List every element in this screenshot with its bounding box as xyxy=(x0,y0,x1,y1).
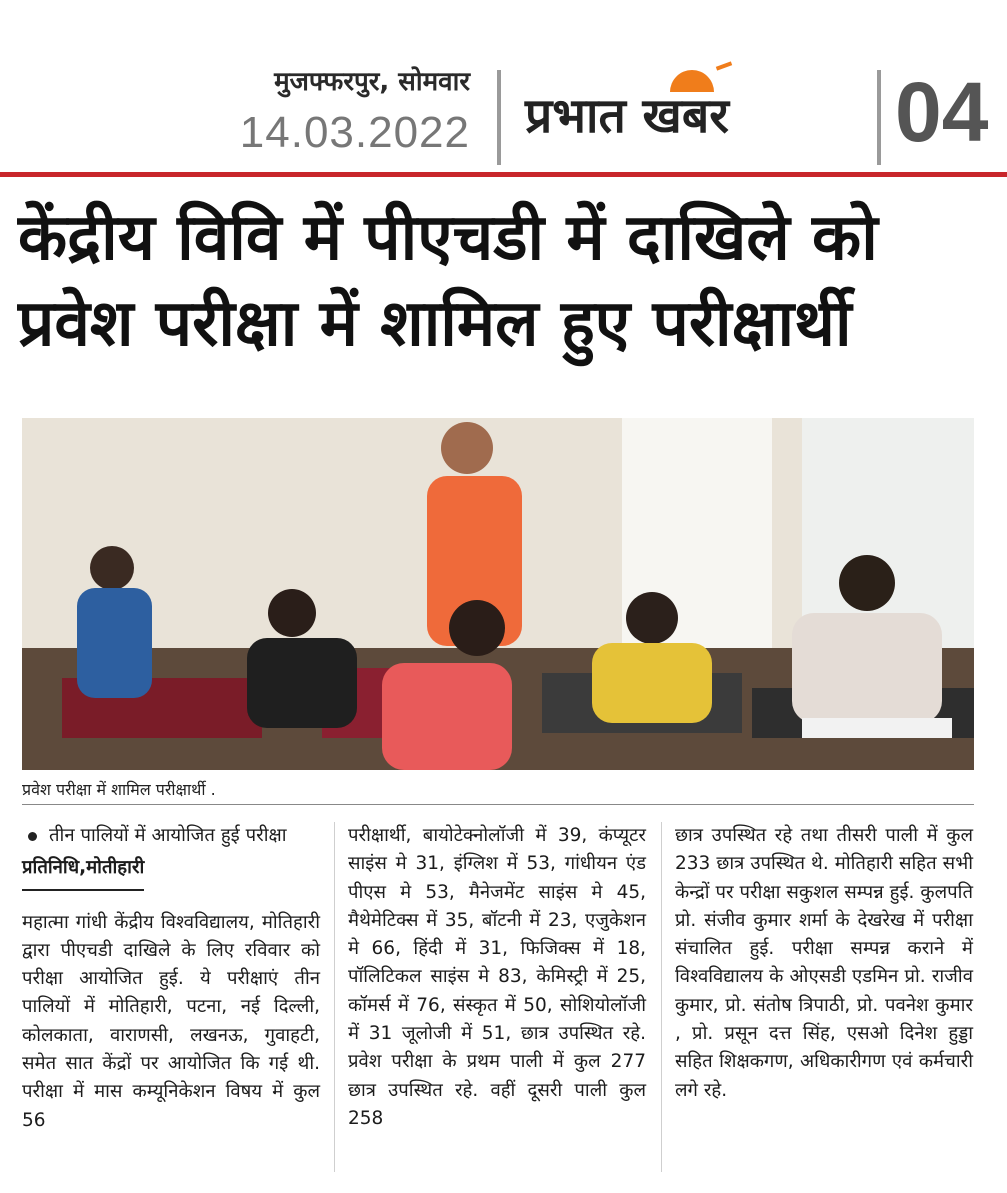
headline: केंद्रीय विवि में पीएचडी में दाखिले को प्रवेश परीक्षा में शामिल हुए परीक्षार्थी xyxy=(18,201,878,361)
masthead-divider-right xyxy=(877,70,881,165)
caption-rule xyxy=(22,804,974,805)
column-2-text: परीक्षार्थी, बायोटेक्नोलॉजी में 39, कंप्यूटर साइंस मे 31, इंग्लिश में 53, गांधीयन एंड पीएस मे 53, मैनेजमेंट साइंस मे 45, मैथेमेटिक्स में 35, बॉटनी में 23, एजुकेशन मे 66, हिंदी में 31, फिजिक्स में 18, पॉलिटिकल साइंस मे 83, केमिस्ट्री में 25, कॉमर्स में 76, संस्कृत में 50, सोशियोलॉजी में 31 जूलोजी में 51, छात्र उपस्थित रहे. प्रवेश परीक्षा के प्रथम पाली में कुल 277 छात्र उपस्थित रहे. वहीं दूसरी पाली कुल 258 xyxy=(348,825,646,1129)
newspaper-logo: प्रभात खबर xyxy=(525,88,729,144)
masthead-divider-left xyxy=(497,70,501,165)
byline: प्रतिनिधि,मोतीहारी xyxy=(22,854,144,890)
masthead-rule xyxy=(0,172,1007,177)
news-photo xyxy=(22,418,974,770)
page-number: 04 xyxy=(895,65,989,159)
bullet-icon xyxy=(28,832,37,841)
photo-caption: प्रवेश परीक्षा में शामिल परीक्षार्थी . xyxy=(22,780,216,799)
sun-ray-icon xyxy=(716,61,732,70)
column-divider xyxy=(334,822,335,1172)
masthead xyxy=(0,0,1007,180)
column-3-text: छात्र उपस्थित रहे तथा तीसरी पाली में कुल 233 छात्र उपस्थित थे. मोतिहारी सहित सभी केन्द्रों पर परीक्षा सकुशल सम्पन्न हुई. कुलपति प्रो. संजीव कुमार शर्मा के देखरेख में परीक्षा संचालित हुई. परीक्षा सम्पन्न कराने में विश्वविद्यालय के ओएसडी एडमिन प्रो. राजीव कुमार, प्रो. संतोष त्रिपाठी, प्रो. पवनेश कुमार , प्रो. प्रसून दत्त सिंह, एसओ दिनेश हुड्डा सहित शिक्षकगण, अधिकारीगण एवं कर्मचारी लगे रहे. xyxy=(675,825,973,1101)
exam-hall-illustration xyxy=(22,418,974,770)
dateline-city-day: मुजफ्फरपुर, सोमवार xyxy=(274,67,470,97)
article-column-1 xyxy=(22,822,320,1135)
column-divider xyxy=(661,822,662,1172)
issue-date: 14.03.2022 xyxy=(239,108,470,157)
highlight-text: तीन पालियों में आयोजित हुई परीक्षा xyxy=(49,825,287,846)
highlight-line xyxy=(22,822,320,850)
column-1-text: महात्मा गांधी केंद्रीय विश्वविद्यालय, मोतिहारी द्वारा पीएचडी दाखिले के लिए रविवार को परीक्षा आयोजित हुई. ये परीक्षाएं तीन पालियों में मोतिहारी, पटना, नई दिल्ली, कोलकाता, वाराणसी, लखनऊ, गुवाहटी, समेत सात केंद्रों पर आयोजित कि गई थी. परीक्षा में मास कम्यूनिकेशन विषय में कुल 56 xyxy=(22,911,320,1131)
